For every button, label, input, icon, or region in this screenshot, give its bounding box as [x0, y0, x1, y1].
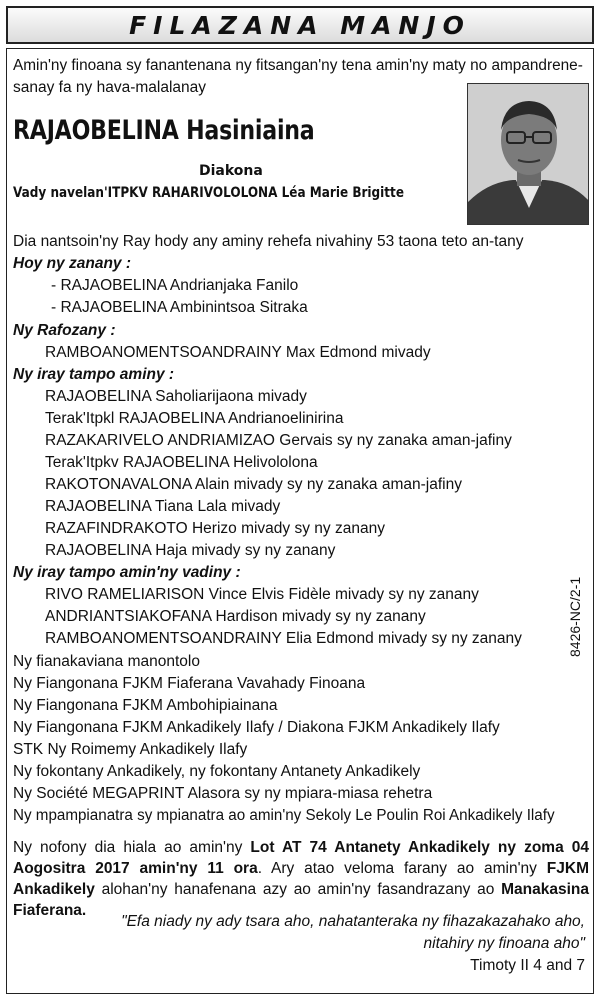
list-item: Terak'Itpkl RAJAOBELINA Andrianoelinirina	[45, 410, 344, 427]
list-item: Terak'Itpkv RAJAOBELINA Helivololona	[45, 454, 318, 471]
list-item: RAMBOANOMENTSOANDRAINY Max Edmond mivady	[45, 344, 431, 361]
funeral-paragraph	[13, 837, 589, 921]
list-item: RAJAOBELINA Saholiarijaona mivady	[45, 388, 307, 405]
list-item: RAJAOBELINA Tiana Lala mivady	[45, 498, 281, 515]
list-item: RAZAKARIVELO ANDRIAMIZAO Gervais sy ny zanaka aman-jafiny	[45, 432, 512, 449]
death-notice: Dia nantsoin'ny Ray hody any aminy rehefa nivahiny 53 taona teto an-tany	[13, 233, 524, 250]
notice-header	[6, 6, 594, 44]
portrait-icon	[468, 84, 589, 225]
list-item: RAMBOANOMENTSOANDRAINY Elia Edmond mivady sy ny zanany	[45, 630, 522, 647]
list-item: Ny Fiangonana FJKM Ankadikely Ilafy / Diakona FJKM Ankadikely Ilafy	[13, 719, 500, 736]
funeral-text: . Ary atao veloma farany ao amin'ny	[257, 860, 547, 877]
children-label: Hoy ny zanany :	[13, 255, 131, 272]
list-item: Ny Fiangonana FJKM Ambohipiainana	[13, 697, 278, 714]
list-item: Ny Fiangonana FJKM Fiaferana Vavahady Finoana	[13, 675, 366, 692]
verse-line-1: "Efa niady ny ady tsara aho, nahatanteraka ny fihazakazahako aho,	[121, 913, 585, 930]
verse-reference: Timoty II 4 and 7	[470, 957, 585, 974]
verse-line-2: nitahiry ny finoana aho"	[423, 935, 585, 952]
list-item: RAKOTONAVALONA Alain mivady sy ny zanaka aman-jafiny	[45, 476, 462, 493]
list-item: Ny fokontany Ankadikely, ny fokontany Antanety Ankadikely	[13, 763, 421, 780]
funeral-text: Ny nofony dia hiala ao amin'ny	[13, 839, 251, 856]
list-item: RIVO RAMELIARISON Vince Elvis Fidèle mivady sy ny zanany	[45, 586, 479, 603]
list-item: Ny mpampianatra sy mpianatra ao amin'ny Sekoly Le Poulin Roi Ankadikely Ilafy	[13, 807, 555, 824]
list-item: - RAJAOBELINA Andrianjaka Fanilo	[51, 277, 299, 294]
list-item: Ny fianakaviana manontolo	[13, 653, 200, 670]
intro-line-2: sanay fa ny hava-malalanay	[13, 79, 207, 96]
reference-code: 8426-NC/2-1	[567, 576, 583, 657]
deceased-title: Diakona	[199, 163, 263, 179]
list-item: RAZAFINDRAKOTO Herizo mivady sy ny zanany	[45, 520, 385, 537]
header-title: FILAZANA MANJO	[129, 10, 471, 40]
spouse-siblings-label: Ny iray tampo amin'ny vadiny :	[13, 564, 241, 581]
funeral-text: alohan'ny hanafenana azy ao amin'ny fasandrazany ao	[94, 881, 502, 898]
spouse-line: Vady navelan'ITPKV RAHARIVOLOLONA Léa Marie Brigitte	[13, 185, 404, 201]
notice-box	[6, 48, 594, 994]
funeral-location: Lot AT 74 Antanety Ankadikely ny zoma 04 Aogositra 2017 amin'ny 11 ora	[13, 839, 589, 877]
intro-line-1: Amin'ny finoana sy fanantenana ny fitsangan'ny tena amin'ny maty no ampandrene-	[13, 57, 583, 74]
siblings-label: Ny iray tampo aminy :	[13, 366, 175, 383]
portrait-photo	[467, 83, 589, 225]
list-item: RAJAOBELINA Haja mivady sy ny zanany	[45, 542, 336, 559]
list-item: ANDRIANTSIAKOFANA Hardison mivady sy ny zanany	[45, 608, 426, 625]
rafozany-label: Ny Rafozany :	[13, 322, 116, 339]
funeral-church: FJKM Ankadikely	[13, 860, 589, 898]
list-item: STK Ny Roimemy Ankadikely Ilafy	[13, 741, 248, 758]
funeral-burial-place: Manakasina Fiaferana.	[13, 881, 589, 919]
list-item: Ny Société MEGAPRINT Alasora sy ny mpiara-miasa rehetra	[13, 785, 433, 802]
deceased-name: RAJAOBELINA Hasiniaina	[13, 115, 315, 146]
list-item: - RAJAOBELINA Ambinintsoa Sitraka	[51, 299, 308, 316]
